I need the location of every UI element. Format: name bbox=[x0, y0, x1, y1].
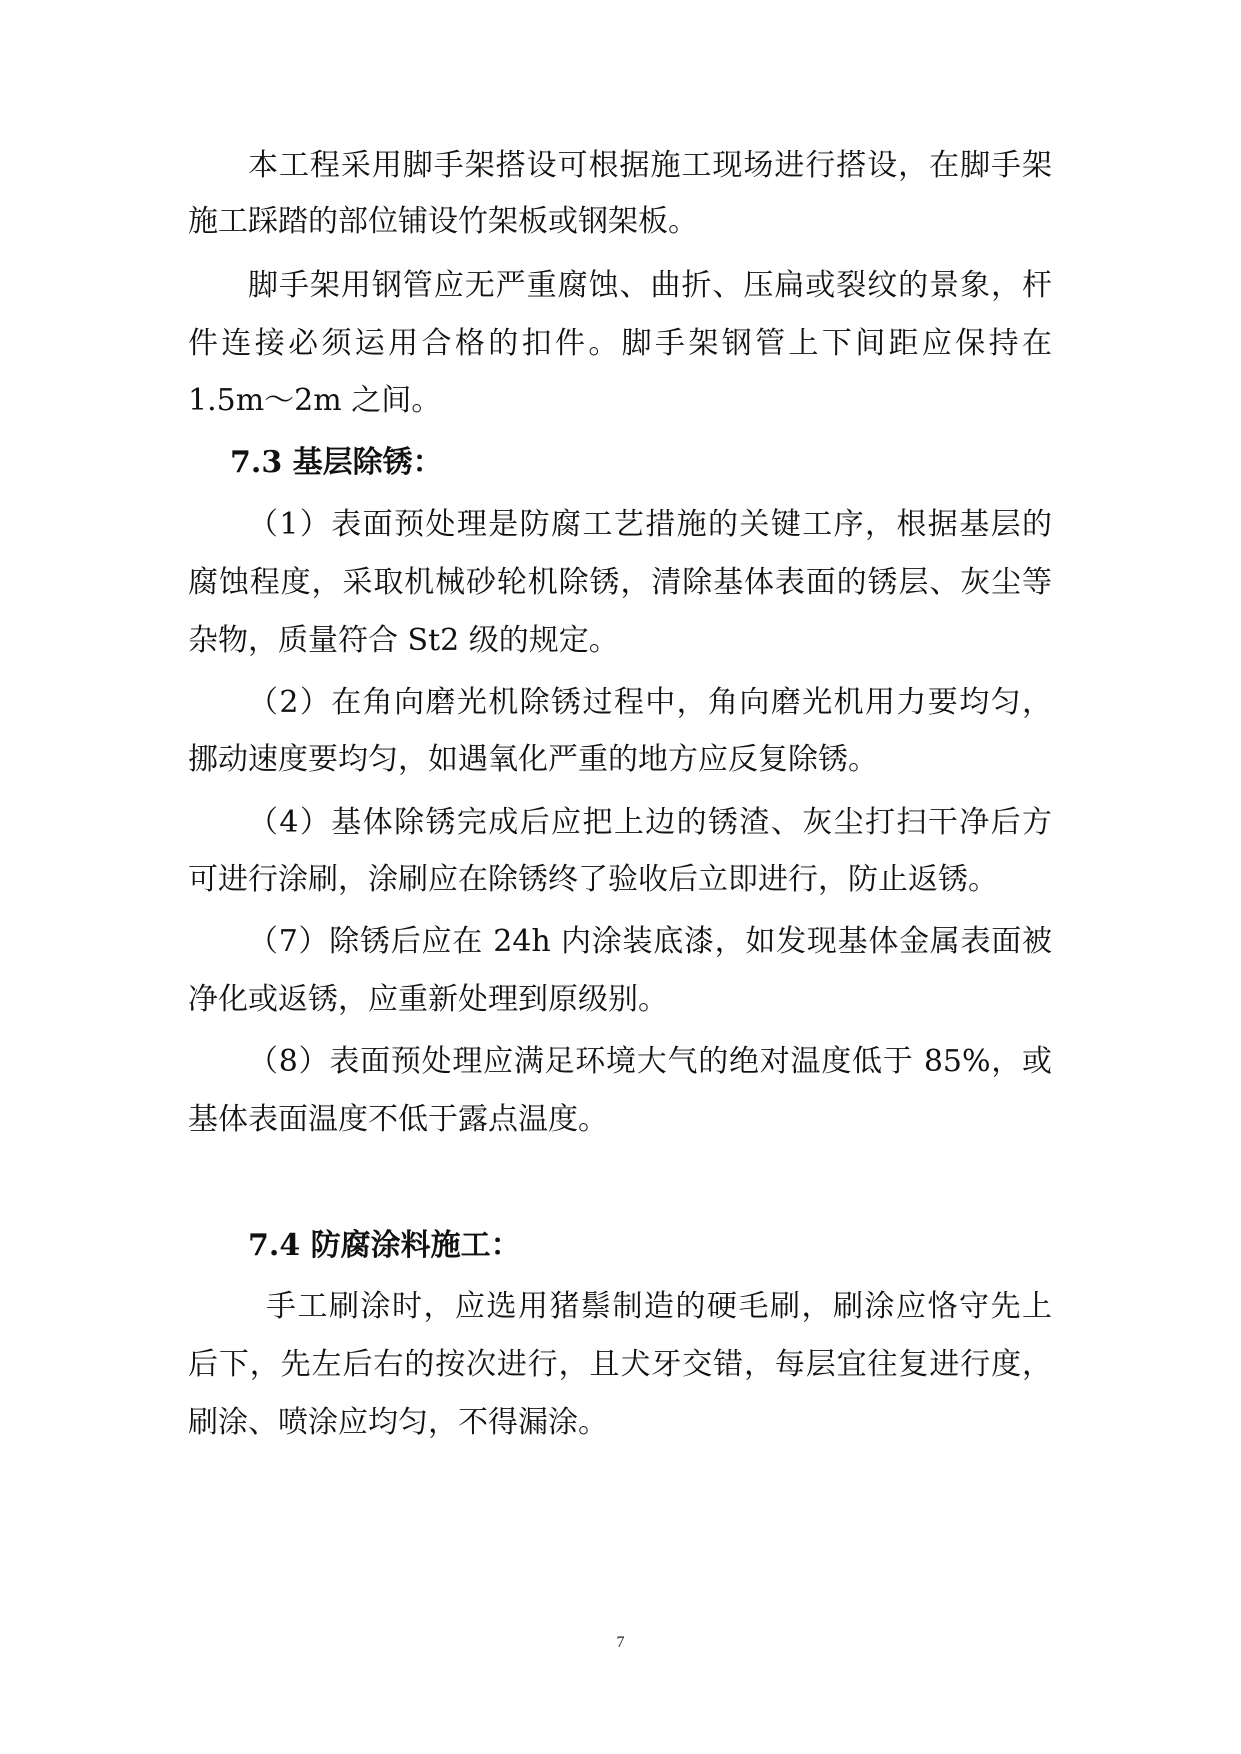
section-7-3-item-2-line-2: 挪动速度要均匀，如遇氧化严重的地方应反复除锈。 bbox=[188, 742, 878, 777]
section-7-3-item-8-line-2: 基体表面温度不低于露点温度。 bbox=[188, 1102, 608, 1137]
section-7-3-item-4-line-1: （4）基体除锈完成后应把上边的锈渣、灰尘打扫干净后方 bbox=[248, 805, 1052, 840]
section-7-3-item-1-line-3: 杂物，质量符合 St2 级的规定。 bbox=[188, 623, 619, 658]
section-7-4-heading: 7.4 防腐涂料施工： bbox=[248, 1228, 521, 1263]
section-7-4-paragraph-line-2: 后下，先左后右的按次进行，且犬牙交错，每层宜往复进行度， bbox=[188, 1347, 1052, 1382]
section-7-3-item-2-line-1: （2）在角向磨光机除锈过程中，角向磨光机用力要均匀， bbox=[248, 685, 1052, 720]
section-7-3-item-1-line-1: （1）表面预处理是防腐工艺措施的关键工序，根据基层的 bbox=[248, 507, 1052, 542]
scaffold-paragraph-2-line-3: 1.5m～2m 之间。 bbox=[188, 383, 442, 418]
section-7-3-heading: 7.3 基层除锈： bbox=[230, 445, 443, 480]
scaffold-paragraph-2-line-2: 件连接必须运用合格的扣件。脚手架钢管上下间距应保持在 bbox=[188, 326, 1052, 361]
section-7-3-item-1-line-2: 腐蚀程度，采取机械砂轮机除锈，清除基体表面的锈层、灰尘等 bbox=[188, 565, 1052, 600]
section-7-4-paragraph-line-1: 手工刷涂时，应选用猪鬃制造的硬毛刷，刷涂应恪守先上 bbox=[266, 1289, 1052, 1324]
scaffold-paragraph-2-line-1: 脚手架用钢管应无严重腐蚀、曲折、压扁或裂纹的景象，杆 bbox=[248, 268, 1052, 303]
section-7-3-item-7-line-1: （7）除锈后应在 24h 内涂装底漆，如发现基体金属表面被 bbox=[248, 924, 1052, 959]
page-number: 7 bbox=[616, 1634, 625, 1651]
scaffold-paragraph-1-line-2: 施工踩踏的部位铺设竹架板或钢架板。 bbox=[188, 204, 698, 239]
section-7-3-item-7-line-2: 净化或返锈，应重新处理到原级别。 bbox=[188, 982, 668, 1017]
scaffold-paragraph-1-line-1: 本工程采用脚手架搭设可根据施工现场进行搭设，在脚手架 bbox=[248, 148, 1052, 183]
section-7-4-paragraph-line-3: 刷涂、喷涂应均匀，不得漏涂。 bbox=[188, 1405, 608, 1440]
section-7-3-item-8-line-1: （8）表面预处理应满足环境大气的绝对温度低于 85%，或 bbox=[248, 1044, 1052, 1079]
section-7-3-item-4-line-2: 可进行涂刷，涂刷应在除锈终了验收后立即进行，防止返锈。 bbox=[188, 862, 998, 897]
